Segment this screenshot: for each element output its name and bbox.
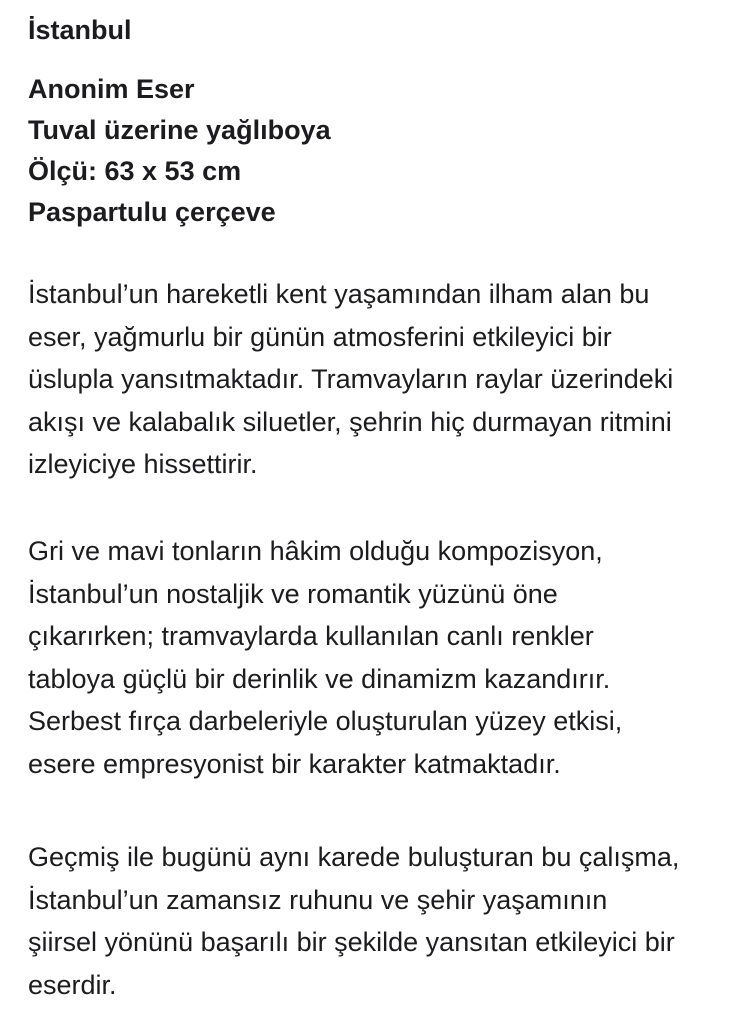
text-line: tabloya güçlü bir derinlik ve dinamizm kazandırır. xyxy=(28,663,611,694)
text-line: izleyiciye hissettirir. xyxy=(28,449,258,479)
text-line: İstanbul’un nostaljik ve romantik yüzünü öne xyxy=(28,578,558,609)
artwork-title: İstanbul xyxy=(28,15,132,45)
text-line: akışı ve kalabalık siluetler, şehrin hiç durmayan ritmini xyxy=(28,406,672,437)
text-line: üslupla yansıtmaktadır. Tramvayların raylar üzerindeki xyxy=(28,364,674,394)
artist-line: Anonim Eser xyxy=(28,74,195,104)
text-line: eserdir. xyxy=(28,969,117,1000)
text-line: Gri ve mavi tonların hâkim olduğu kompozisyon, xyxy=(28,536,603,566)
frame-line: Paspartulu çerçeve xyxy=(28,197,276,227)
dimensions-line: Ölçü: 63 x 53 cm xyxy=(28,156,242,186)
description-paragraph-3 xyxy=(28,836,679,1006)
text-line: eser, yağmurlu bir günün atmosferini etkileyici bir xyxy=(28,321,612,352)
medium-line: Tuval üzerine yağlıboya xyxy=(28,115,331,145)
text-line: İstanbul’un zamansız ruhunu ve şehir yaşamının xyxy=(28,884,608,915)
text-line: şiirsel yönünü başarılı bir şekilde yansıtan etkileyici bir xyxy=(28,927,675,957)
text-line: Serbest fırça darbeleriyle oluşturulan yüzey etkisi, xyxy=(28,706,623,736)
text-line: İstanbul’un hareketli kent yaşamından ilham alan bu xyxy=(28,279,650,309)
description-paragraph-1 xyxy=(28,273,673,486)
artwork-details xyxy=(28,69,331,233)
text-line: Geçmiş ile bugünü aynı karede buluşturan bu çalışma, xyxy=(28,842,680,872)
text-line: esere empresyonist bir karakter katmaktadır. xyxy=(28,748,561,779)
text-line: çıkarırken; tramvaylarda kullanılan canlı renkler xyxy=(28,621,594,651)
description-paragraph-2 xyxy=(28,530,622,785)
